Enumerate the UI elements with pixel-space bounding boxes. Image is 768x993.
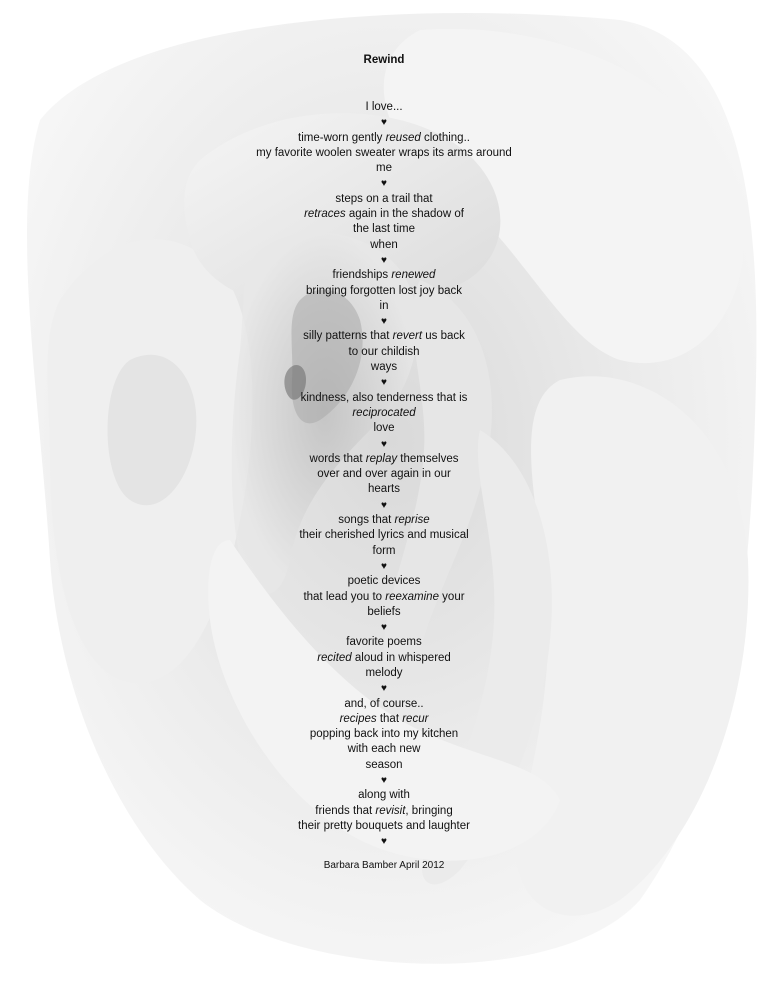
line-text: with each new xyxy=(347,743,421,756)
line-text: melody xyxy=(365,666,403,679)
line-text: form xyxy=(372,544,396,557)
heart-icon: ♥ xyxy=(381,438,387,450)
emphasized-word: recur xyxy=(402,712,429,725)
author-signature: Barbara Bamber April 2012 xyxy=(323,860,445,871)
line-text: along with xyxy=(358,789,410,802)
poem-line xyxy=(0,528,768,543)
emphasized-word: renewed xyxy=(391,269,436,282)
poem-line xyxy=(0,727,768,742)
line-text: bringing forgotten lost joy back xyxy=(306,284,462,297)
heart-icon: ♥ xyxy=(381,622,387,634)
poem-line xyxy=(0,635,768,650)
emphasized-word: reprise xyxy=(394,514,430,527)
line-text: and, of course.. xyxy=(344,697,424,710)
heart-icon: ♥ xyxy=(381,316,387,328)
poem-line xyxy=(0,574,768,589)
emphasized-word: recipes xyxy=(339,712,377,725)
line-text: that lead you to xyxy=(303,590,386,603)
line-text: their pretty bouquets and laughter xyxy=(298,819,470,832)
line-text: themselves xyxy=(397,452,459,465)
line-text: aloud in whispered xyxy=(351,651,451,664)
line-text: I love... xyxy=(365,101,403,113)
poem-line xyxy=(0,161,768,176)
poem-line xyxy=(0,804,768,819)
line-text: songs that xyxy=(338,514,395,527)
heart-icon: ♥ xyxy=(381,499,387,511)
poem-line xyxy=(0,788,768,803)
poem-line xyxy=(0,192,768,207)
heart-icon: ♥ xyxy=(381,254,387,266)
heart-icon: ♥ xyxy=(381,836,387,848)
emphasized-word: revert xyxy=(392,330,423,343)
emphasized-word: revisit xyxy=(375,804,406,817)
poem-lines xyxy=(0,100,768,850)
emphasized-word: reciprocated xyxy=(352,406,416,419)
poem-line xyxy=(0,238,768,253)
line-text: clothing.. xyxy=(420,131,470,144)
line-text: friends that xyxy=(315,804,376,817)
poem-line xyxy=(0,268,768,283)
line-text: their cherished lyrics and musical xyxy=(299,529,469,542)
poem-line xyxy=(0,544,768,559)
poem-line xyxy=(0,329,768,344)
line-text: time-worn gently xyxy=(298,131,386,144)
line-text: kindness, also tenderness that is xyxy=(300,391,468,404)
line-text: ways xyxy=(370,361,398,374)
poem-line xyxy=(0,666,768,681)
poem-line xyxy=(0,345,768,360)
poem-line xyxy=(0,712,768,727)
emphasized-word: reexamine xyxy=(385,590,439,603)
line-text: that xyxy=(376,712,403,725)
emphasized-word: retraces xyxy=(304,208,346,221)
heart-icon: ♥ xyxy=(381,377,387,389)
emphasized-word: reused xyxy=(385,131,421,144)
line-text: silly patterns that xyxy=(303,330,393,343)
poem-line xyxy=(0,467,768,482)
poem-line xyxy=(0,131,768,146)
line-text: hearts xyxy=(368,483,400,496)
line-text: your xyxy=(438,590,465,603)
line-text: again in the shadow of xyxy=(345,208,464,221)
heart-icon: ♥ xyxy=(381,683,387,695)
line-text: favorite poems xyxy=(346,636,422,649)
poem-line xyxy=(0,391,768,406)
emphasized-word: replay xyxy=(365,452,398,465)
line-text: words that xyxy=(309,452,366,465)
poem-line xyxy=(0,406,768,421)
line-text: beliefs xyxy=(367,605,401,618)
heart-icon: ♥ xyxy=(381,178,387,190)
line-text: us back xyxy=(422,330,465,343)
poem-line xyxy=(0,742,768,757)
poem-line xyxy=(0,421,768,436)
emphasized-word: recited xyxy=(317,651,352,664)
line-text: my favorite woolen sweater wraps its arms around xyxy=(256,146,512,159)
poem-line xyxy=(0,100,768,115)
line-text: friendships xyxy=(332,269,392,282)
line-text: in xyxy=(379,299,389,312)
line-text: season xyxy=(365,758,403,771)
line-text: popping back into my kitchen xyxy=(309,728,459,741)
line-text: , bringing xyxy=(405,804,453,817)
heart-icon: ♥ xyxy=(381,560,387,572)
poem-line xyxy=(0,222,768,237)
heart-icon: ♥ xyxy=(381,775,387,787)
poem-title: Rewind xyxy=(363,54,405,66)
line-text: steps on a trail that xyxy=(335,192,433,205)
poem-line xyxy=(0,284,768,299)
poem-line xyxy=(0,513,768,528)
line-text: me xyxy=(376,162,392,175)
line-text: to our childish xyxy=(348,345,420,358)
line-text: over and over again in our xyxy=(317,468,451,481)
poem-line xyxy=(0,605,768,620)
poem-line xyxy=(0,452,768,467)
line-text: the last time xyxy=(353,223,415,236)
poem-line xyxy=(0,697,768,712)
line-text: love xyxy=(373,422,395,435)
line-text: when xyxy=(370,238,398,251)
heart-icon: ♥ xyxy=(381,117,387,129)
line-text: poetic devices xyxy=(347,575,421,588)
poem-line xyxy=(0,207,768,222)
poem-line xyxy=(0,758,768,773)
poem-line xyxy=(0,299,768,314)
poem-line xyxy=(0,651,768,666)
poem-line xyxy=(0,590,768,605)
poem-line xyxy=(0,360,768,375)
poem-line xyxy=(0,146,768,161)
poem-line xyxy=(0,482,768,497)
poem-line xyxy=(0,819,768,834)
